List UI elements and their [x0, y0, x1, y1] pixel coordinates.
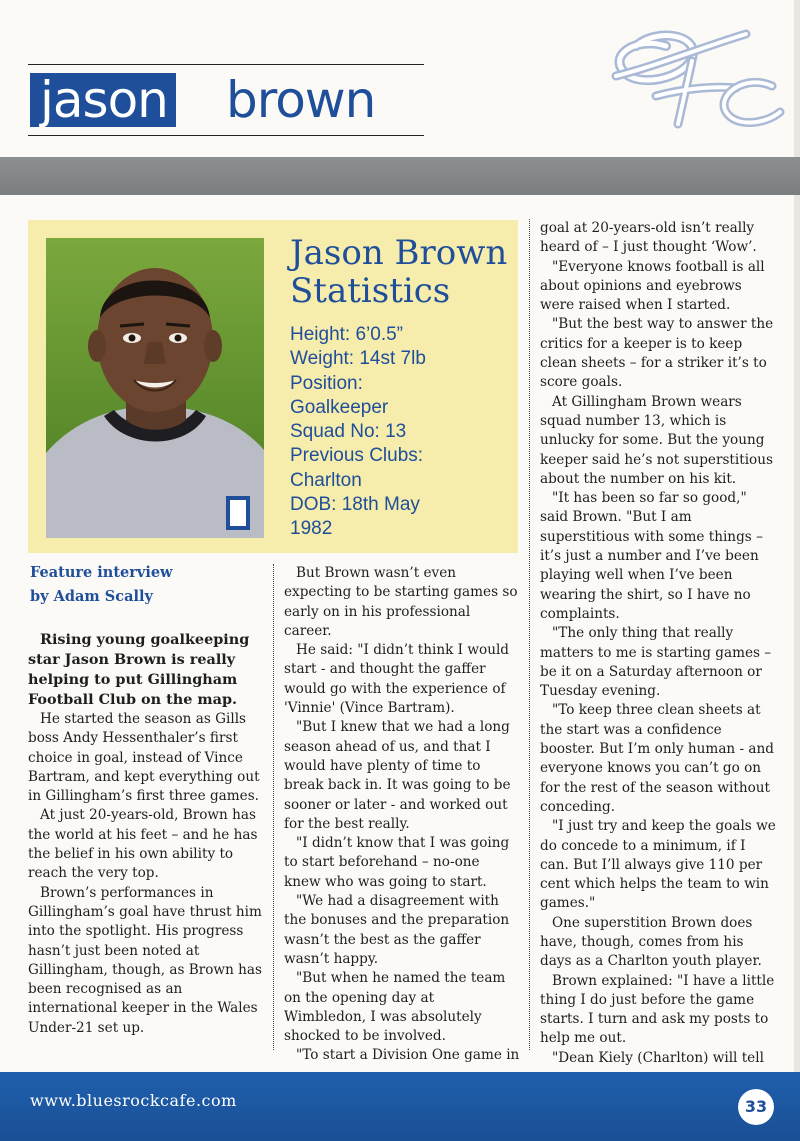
stat-position-label: Position: — [290, 372, 363, 394]
paragraph: "Everyone knows football is all about opinions and eyebrows were raised when I started. — [540, 258, 765, 314]
paragraph: "But I knew that we had a long season ahead of us, and that I would have plenty of time to break back in. It was going to be sooner or later - and worked out for the best really. — [284, 719, 511, 832]
paragraph: But Brown wasn’t even expecting to be starting games so early on in his professional career. — [284, 565, 518, 639]
stat-position-value: Goalkeeper — [290, 396, 389, 418]
paragraph: At Gillingham Brown wears squad number 13, which is unlucky for some. But the young keeper said he’s not superstitious about the number on his kit. — [540, 393, 773, 487]
paragraph: "But the best way to answer the critics for a keeper is to keep clean sheets – for a striker it’s to score goals. — [540, 316, 774, 391]
paragraph: "The only thing that really matters to me is starting games – be it on a Saturday afternoon or Tuesday evening. — [540, 625, 772, 700]
stat-weight: Weight: 14st 7lb — [290, 348, 426, 370]
title-rule-top — [28, 64, 424, 65]
paragraph: "I just try and keep the goals we do concede to a minimum, if I can. But I’ll always give 110 per cent which helps the team to win games." — [540, 818, 776, 912]
stat-previous-clubs-label: Previous Clubs: — [290, 445, 424, 467]
stat-dob-year: 1982 — [290, 518, 333, 540]
paragraph: Brown’s performances in Gillingham’s goal have thrust him into the spotlight. His progress hasn’t just been noted at Gillingham, though, as Brown has been recognised as an international keeper in the Wales Under-21 set up. — [28, 884, 262, 1036]
stat-squad-number: Squad No: 13 — [290, 421, 407, 443]
paragraph: At just 20-years-old, Brown has the world at his feet – and he has the belief in his own ability to reach the very top. — [28, 807, 258, 882]
player-portrait-icon — [46, 238, 264, 538]
stats-title: Jason Brown Statistics — [290, 233, 508, 311]
page-number: 33 — [738, 1089, 774, 1125]
byline-feature: Feature interview — [30, 564, 173, 581]
article-intro: Rising young goalkeeping star Jason Brown is really helping to put Gillingham Football Club on the map. — [28, 631, 250, 708]
stat-height: Height: 6’0.5” — [290, 324, 404, 345]
website-url[interactable]: www.bluesrockcafe.com — [30, 1091, 237, 1110]
footer-bar — [0, 1072, 800, 1141]
grey-header-band — [0, 157, 800, 195]
paragraph: "To start a Division One game in — [296, 1047, 520, 1064]
paragraph: "Dean Kiely (Charlton) will tell — [552, 1049, 764, 1066]
stat-previous-clubs-value: Charlton — [290, 469, 362, 491]
paragraph: He started the season as Gills boss Andy Hessenthaler’s first choice in goal, instead of Vince Bartram, and kept everything out in Gillingham’s first three games. — [28, 711, 260, 805]
paragraph-continued: goal at 20-years-old isn’t really heard of – I just thought ‘Wow’. — [540, 220, 757, 256]
paragraph: "But when he named the team on the opening day at Wimbledon, I was absolutely shocked to be involved. — [284, 970, 506, 1045]
article-column-1 — [28, 630, 262, 1038]
paragraph: "We had a disagreement with the bonuses and the preparation wasn’t the best as the gaffer wasn’t happy. — [284, 893, 510, 967]
article-column-3 — [540, 219, 776, 1068]
column-divider — [529, 219, 530, 1050]
paragraph: "To keep three clean sheets at the start was a confidence booster. But I’m only human - and everyone knows you can’t go on for the rest of the season without conceding. — [540, 702, 774, 815]
title-second-word: brown — [226, 71, 376, 129]
paragraph: Brown explained: "I have a little thing I do just before the game starts. I turn and ask my posts to help me out. — [540, 972, 775, 1047]
stat-dob: DOB: 18th May — [290, 494, 420, 516]
article-column-2 — [284, 564, 520, 1066]
paragraph: "I didn’t know that I was going to start beforehand – no-one knew who was going to start. — [284, 835, 510, 890]
stats-list — [290, 323, 512, 542]
paragraph: "It has been so far so good," said Brown. "But I am superstitious with some things – it’s just a number and I’ve been playing well when I’ve been wearing the shirt, so I have no complaints. — [540, 490, 763, 622]
stats-panel — [28, 220, 518, 553]
player-photo — [46, 238, 264, 538]
column-divider — [273, 564, 274, 1050]
byline-author: by Adam Scally — [30, 588, 153, 605]
title-first-word: jason — [30, 73, 176, 127]
paragraph: He said: "I didn’t think I would start - and thought the gaffer would go with the experience of 'Vinnie' (Vince Bartram). — [284, 642, 509, 717]
club-logo — [596, 16, 786, 136]
paragraph: One superstition Brown does have, though, comes from his days as a Charlton youth player. — [540, 914, 762, 970]
byline — [30, 561, 270, 609]
title-rule-bottom — [28, 135, 424, 136]
